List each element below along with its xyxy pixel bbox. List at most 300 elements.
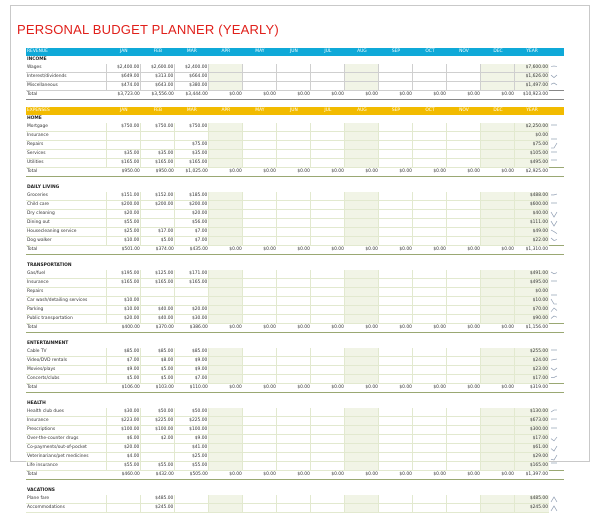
amount-cell[interactable]: $2,400.00 (107, 64, 141, 73)
amount-cell[interactable]: $10.00 (107, 237, 141, 246)
amount-cell[interactable] (277, 288, 311, 297)
amount-cell[interactable] (447, 159, 481, 168)
amount-cell[interactable] (243, 141, 277, 150)
amount-cell[interactable] (447, 228, 481, 237)
amount-cell[interactable]: $195.00 (107, 270, 141, 279)
amount-cell[interactable]: $7.00 (175, 228, 209, 237)
amount-cell[interactable]: $10.00 (107, 297, 141, 306)
amount-cell[interactable] (481, 150, 515, 159)
amount-cell[interactable]: $165.00 (107, 159, 141, 168)
amount-cell[interactable] (209, 192, 243, 201)
amount-cell[interactable] (311, 210, 345, 219)
amount-cell[interactable]: $165.00 (141, 279, 175, 288)
amount-cell[interactable] (481, 237, 515, 246)
amount-cell[interactable] (413, 435, 447, 444)
amount-cell[interactable] (209, 444, 243, 453)
amount-cell[interactable] (413, 150, 447, 159)
amount-cell[interactable]: $85.00 (175, 348, 209, 357)
amount-cell[interactable] (277, 357, 311, 366)
amount-cell[interactable] (243, 306, 277, 315)
amount-cell[interactable] (311, 408, 345, 417)
amount-cell[interactable]: $25.00 (175, 453, 209, 462)
amount-cell[interactable] (277, 306, 311, 315)
amount-cell[interactable] (311, 417, 345, 426)
amount-cell[interactable] (277, 237, 311, 246)
amount-cell[interactable] (311, 495, 345, 504)
amount-cell[interactable] (243, 315, 277, 324)
amount-cell[interactable] (243, 73, 277, 82)
amount-cell[interactable] (243, 150, 277, 159)
amount-cell[interactable] (345, 495, 379, 504)
amount-cell[interactable] (243, 435, 277, 444)
amount-cell[interactable] (243, 192, 277, 201)
amount-cell[interactable] (379, 210, 413, 219)
amount-cell[interactable] (209, 417, 243, 426)
amount-cell[interactable] (413, 357, 447, 366)
amount-cell[interactable] (379, 348, 413, 357)
amount-cell[interactable] (379, 82, 413, 91)
amount-cell[interactable]: $55.00 (141, 462, 175, 471)
amount-cell[interactable] (481, 444, 515, 453)
amount-cell[interactable] (345, 201, 379, 210)
amount-cell[interactable]: $152.00 (141, 192, 175, 201)
amount-cell[interactable] (481, 408, 515, 417)
amount-cell[interactable] (345, 150, 379, 159)
amount-cell[interactable] (311, 64, 345, 73)
amount-cell[interactable] (481, 366, 515, 375)
amount-cell[interactable] (481, 435, 515, 444)
amount-cell[interactable] (243, 123, 277, 132)
amount-cell[interactable] (345, 426, 379, 435)
amount-cell[interactable] (175, 495, 209, 504)
amount-cell[interactable] (209, 150, 243, 159)
amount-cell[interactable]: $5.00 (107, 375, 141, 384)
amount-cell[interactable]: $35.00 (141, 150, 175, 159)
amount-cell[interactable] (243, 228, 277, 237)
amount-cell[interactable] (447, 73, 481, 82)
amount-cell[interactable] (413, 504, 447, 513)
amount-cell[interactable] (413, 306, 447, 315)
amount-cell[interactable] (141, 297, 175, 306)
amount-cell[interactable] (379, 64, 413, 73)
amount-cell[interactable]: $9.00 (107, 366, 141, 375)
amount-cell[interactable] (447, 444, 481, 453)
amount-cell[interactable]: $50.00 (141, 408, 175, 417)
amount-cell[interactable]: $7.00 (175, 237, 209, 246)
amount-cell[interactable]: $30.00 (175, 315, 209, 324)
amount-cell[interactable] (209, 288, 243, 297)
amount-cell[interactable] (209, 306, 243, 315)
amount-cell[interactable]: $664.00 (175, 73, 209, 82)
amount-cell[interactable]: $5.00 (141, 366, 175, 375)
amount-cell[interactable] (379, 417, 413, 426)
amount-cell[interactable] (277, 348, 311, 357)
amount-cell[interactable]: $125.00 (141, 270, 175, 279)
amount-cell[interactable] (379, 426, 413, 435)
amount-cell[interactable] (481, 297, 515, 306)
amount-cell[interactable] (209, 435, 243, 444)
amount-cell[interactable] (277, 141, 311, 150)
amount-cell[interactable] (413, 453, 447, 462)
amount-cell[interactable] (277, 123, 311, 132)
amount-cell[interactable]: $2,400.00 (175, 64, 209, 73)
amount-cell[interactable] (481, 201, 515, 210)
amount-cell[interactable] (413, 279, 447, 288)
amount-cell[interactable] (413, 73, 447, 82)
amount-cell[interactable] (345, 444, 379, 453)
amount-cell[interactable] (209, 462, 243, 471)
amount-cell[interactable] (277, 453, 311, 462)
amount-cell[interactable] (277, 426, 311, 435)
amount-cell[interactable] (379, 462, 413, 471)
amount-cell[interactable] (447, 375, 481, 384)
amount-cell[interactable] (413, 426, 447, 435)
amount-cell[interactable]: $9.00 (175, 357, 209, 366)
amount-cell[interactable] (243, 219, 277, 228)
amount-cell[interactable]: $10.00 (107, 306, 141, 315)
amount-cell[interactable] (413, 288, 447, 297)
amount-cell[interactable] (481, 270, 515, 279)
amount-cell[interactable] (413, 192, 447, 201)
amount-cell[interactable]: $25.00 (107, 228, 141, 237)
amount-cell[interactable] (243, 348, 277, 357)
amount-cell[interactable] (345, 279, 379, 288)
amount-cell[interactable] (447, 132, 481, 141)
amount-cell[interactable] (345, 123, 379, 132)
amount-cell[interactable] (175, 288, 209, 297)
amount-cell[interactable] (311, 348, 345, 357)
amount-cell[interactable] (447, 64, 481, 73)
amount-cell[interactable] (481, 453, 515, 462)
amount-cell[interactable] (481, 504, 515, 513)
amount-cell[interactable]: $200.00 (141, 201, 175, 210)
amount-cell[interactable]: $100.00 (141, 426, 175, 435)
amount-cell[interactable] (107, 132, 141, 141)
amount-cell[interactable]: $100.00 (107, 426, 141, 435)
amount-cell[interactable] (413, 348, 447, 357)
amount-cell[interactable] (243, 375, 277, 384)
amount-cell[interactable]: $7.00 (175, 375, 209, 384)
amount-cell[interactable] (277, 504, 311, 513)
amount-cell[interactable] (243, 426, 277, 435)
amount-cell[interactable] (243, 444, 277, 453)
amount-cell[interactable]: $643.00 (141, 82, 175, 91)
amount-cell[interactable] (481, 315, 515, 324)
amount-cell[interactable] (447, 408, 481, 417)
amount-cell[interactable] (277, 408, 311, 417)
amount-cell[interactable] (345, 288, 379, 297)
amount-cell[interactable] (209, 210, 243, 219)
amount-cell[interactable] (379, 453, 413, 462)
amount-cell[interactable]: $750.00 (141, 123, 175, 132)
amount-cell[interactable]: $20.00 (175, 306, 209, 315)
amount-cell[interactable] (379, 141, 413, 150)
amount-cell[interactable]: $9.00 (175, 366, 209, 375)
amount-cell[interactable] (447, 141, 481, 150)
amount-cell[interactable] (209, 453, 243, 462)
amount-cell[interactable] (141, 210, 175, 219)
amount-cell[interactable] (379, 444, 413, 453)
amount-cell[interactable] (413, 444, 447, 453)
amount-cell[interactable] (311, 315, 345, 324)
amount-cell[interactable] (209, 132, 243, 141)
amount-cell[interactable] (345, 219, 379, 228)
amount-cell[interactable] (107, 288, 141, 297)
amount-cell[interactable] (243, 82, 277, 91)
amount-cell[interactable] (209, 279, 243, 288)
amount-cell[interactable]: $165.00 (175, 279, 209, 288)
amount-cell[interactable] (447, 348, 481, 357)
amount-cell[interactable] (311, 141, 345, 150)
amount-cell[interactable] (345, 192, 379, 201)
amount-cell[interactable]: $2,600.00 (141, 64, 175, 73)
amount-cell[interactable] (345, 306, 379, 315)
amount-cell[interactable] (277, 495, 311, 504)
amount-cell[interactable] (311, 201, 345, 210)
amount-cell[interactable]: $485.00 (141, 495, 175, 504)
amount-cell[interactable] (243, 279, 277, 288)
amount-cell[interactable]: $35.00 (175, 150, 209, 159)
amount-cell[interactable] (345, 210, 379, 219)
amount-cell[interactable] (209, 219, 243, 228)
amount-cell[interactable]: $380.00 (175, 82, 209, 91)
amount-cell[interactable]: $85.00 (141, 348, 175, 357)
amount-cell[interactable] (209, 495, 243, 504)
amount-cell[interactable] (277, 64, 311, 73)
amount-cell[interactable] (379, 288, 413, 297)
amount-cell[interactable] (209, 315, 243, 324)
amount-cell[interactable] (277, 462, 311, 471)
amount-cell[interactable] (379, 270, 413, 279)
amount-cell[interactable] (141, 219, 175, 228)
amount-cell[interactable] (379, 201, 413, 210)
amount-cell[interactable] (413, 417, 447, 426)
amount-cell[interactable] (311, 237, 345, 246)
amount-cell[interactable] (447, 417, 481, 426)
amount-cell[interactable] (311, 453, 345, 462)
amount-cell[interactable] (141, 288, 175, 297)
amount-cell[interactable]: $171.00 (175, 270, 209, 279)
amount-cell[interactable] (209, 366, 243, 375)
amount-cell[interactable] (379, 132, 413, 141)
amount-cell[interactable] (413, 237, 447, 246)
amount-cell[interactable] (107, 495, 141, 504)
amount-cell[interactable] (345, 159, 379, 168)
amount-cell[interactable] (243, 132, 277, 141)
amount-cell[interactable] (311, 159, 345, 168)
amount-cell[interactable] (277, 435, 311, 444)
amount-cell[interactable] (413, 132, 447, 141)
amount-cell[interactable] (243, 64, 277, 73)
amount-cell[interactable] (311, 270, 345, 279)
amount-cell[interactable]: $313.00 (141, 73, 175, 82)
amount-cell[interactable] (447, 306, 481, 315)
amount-cell[interactable]: $20.00 (175, 210, 209, 219)
amount-cell[interactable] (141, 444, 175, 453)
amount-cell[interactable] (379, 435, 413, 444)
amount-cell[interactable] (311, 375, 345, 384)
amount-cell[interactable] (481, 279, 515, 288)
amount-cell[interactable]: $55.00 (107, 219, 141, 228)
amount-cell[interactable] (481, 132, 515, 141)
amount-cell[interactable] (447, 237, 481, 246)
amount-cell[interactable]: $200.00 (107, 201, 141, 210)
amount-cell[interactable] (311, 73, 345, 82)
amount-cell[interactable]: $40.00 (141, 306, 175, 315)
amount-cell[interactable] (447, 315, 481, 324)
amount-cell[interactable] (447, 357, 481, 366)
amount-cell[interactable] (447, 426, 481, 435)
amount-cell[interactable]: $8.00 (141, 357, 175, 366)
amount-cell[interactable] (243, 462, 277, 471)
amount-cell[interactable] (209, 237, 243, 246)
amount-cell[interactable] (345, 132, 379, 141)
amount-cell[interactable] (311, 366, 345, 375)
amount-cell[interactable]: $474.00 (107, 82, 141, 91)
amount-cell[interactable] (379, 315, 413, 324)
amount-cell[interactable] (379, 357, 413, 366)
amount-cell[interactable]: $6.00 (107, 435, 141, 444)
amount-cell[interactable] (379, 228, 413, 237)
amount-cell[interactable] (413, 201, 447, 210)
amount-cell[interactable] (481, 123, 515, 132)
amount-cell[interactable] (447, 82, 481, 91)
amount-cell[interactable] (311, 357, 345, 366)
amount-cell[interactable] (447, 279, 481, 288)
amount-cell[interactable] (107, 141, 141, 150)
amount-cell[interactable] (481, 228, 515, 237)
amount-cell[interactable] (311, 426, 345, 435)
amount-cell[interactable] (413, 462, 447, 471)
amount-cell[interactable] (481, 141, 515, 150)
amount-cell[interactable] (413, 408, 447, 417)
amount-cell[interactable] (447, 366, 481, 375)
amount-cell[interactable] (345, 375, 379, 384)
amount-cell[interactable] (243, 366, 277, 375)
amount-cell[interactable]: $151.00 (107, 192, 141, 201)
amount-cell[interactable] (277, 366, 311, 375)
amount-cell[interactable]: $4.00 (107, 453, 141, 462)
amount-cell[interactable] (345, 141, 379, 150)
amount-cell[interactable] (447, 495, 481, 504)
amount-cell[interactable]: $55.00 (175, 462, 209, 471)
amount-cell[interactable] (413, 297, 447, 306)
amount-cell[interactable] (447, 453, 481, 462)
amount-cell[interactable]: $5.00 (141, 237, 175, 246)
amount-cell[interactable] (209, 375, 243, 384)
amount-cell[interactable] (481, 210, 515, 219)
amount-cell[interactable] (277, 82, 311, 91)
amount-cell[interactable]: $165.00 (175, 159, 209, 168)
amount-cell[interactable] (311, 504, 345, 513)
amount-cell[interactable] (141, 141, 175, 150)
amount-cell[interactable]: $750.00 (107, 123, 141, 132)
amount-cell[interactable]: $85.00 (107, 348, 141, 357)
amount-cell[interactable] (447, 201, 481, 210)
amount-cell[interactable] (311, 462, 345, 471)
amount-cell[interactable] (481, 426, 515, 435)
amount-cell[interactable] (413, 366, 447, 375)
amount-cell[interactable] (175, 132, 209, 141)
amount-cell[interactable] (243, 408, 277, 417)
amount-cell[interactable]: $750.00 (175, 123, 209, 132)
amount-cell[interactable] (243, 237, 277, 246)
amount-cell[interactable] (277, 210, 311, 219)
amount-cell[interactable] (413, 159, 447, 168)
amount-cell[interactable] (311, 444, 345, 453)
amount-cell[interactable] (311, 435, 345, 444)
amount-cell[interactable] (345, 504, 379, 513)
amount-cell[interactable] (345, 462, 379, 471)
amount-cell[interactable]: $17.00 (141, 228, 175, 237)
amount-cell[interactable] (481, 219, 515, 228)
amount-cell[interactable] (413, 495, 447, 504)
amount-cell[interactable] (481, 306, 515, 315)
amount-cell[interactable]: $20.00 (107, 444, 141, 453)
amount-cell[interactable] (277, 201, 311, 210)
amount-cell[interactable]: $40.00 (141, 315, 175, 324)
amount-cell[interactable] (345, 348, 379, 357)
amount-cell[interactable] (345, 417, 379, 426)
amount-cell[interactable] (243, 159, 277, 168)
amount-cell[interactable] (481, 159, 515, 168)
amount-cell[interactable] (447, 462, 481, 471)
amount-cell[interactable] (447, 288, 481, 297)
amount-cell[interactable] (277, 375, 311, 384)
amount-cell[interactable]: $55.00 (107, 462, 141, 471)
amount-cell[interactable] (379, 504, 413, 513)
amount-cell[interactable] (243, 297, 277, 306)
amount-cell[interactable] (413, 219, 447, 228)
amount-cell[interactable] (447, 504, 481, 513)
amount-cell[interactable] (481, 288, 515, 297)
amount-cell[interactable] (277, 444, 311, 453)
amount-cell[interactable] (481, 73, 515, 82)
amount-cell[interactable] (345, 435, 379, 444)
amount-cell[interactable] (345, 228, 379, 237)
amount-cell[interactable] (345, 82, 379, 91)
amount-cell[interactable] (379, 366, 413, 375)
amount-cell[interactable] (345, 237, 379, 246)
amount-cell[interactable] (311, 228, 345, 237)
amount-cell[interactable]: $56.00 (175, 219, 209, 228)
amount-cell[interactable] (379, 159, 413, 168)
amount-cell[interactable] (243, 453, 277, 462)
amount-cell[interactable] (209, 357, 243, 366)
amount-cell[interactable] (277, 279, 311, 288)
amount-cell[interactable] (243, 417, 277, 426)
amount-cell[interactable] (209, 201, 243, 210)
amount-cell[interactable]: $75.00 (175, 141, 209, 150)
amount-cell[interactable] (447, 150, 481, 159)
amount-cell[interactable] (277, 228, 311, 237)
amount-cell[interactable]: $100.00 (175, 426, 209, 435)
amount-cell[interactable]: $223.00 (107, 417, 141, 426)
amount-cell[interactable]: $20.00 (107, 210, 141, 219)
amount-cell[interactable] (277, 132, 311, 141)
amount-cell[interactable] (345, 366, 379, 375)
amount-cell[interactable] (379, 219, 413, 228)
amount-cell[interactable] (277, 315, 311, 324)
amount-cell[interactable] (311, 82, 345, 91)
amount-cell[interactable] (345, 453, 379, 462)
amount-cell[interactable]: $41.00 (175, 444, 209, 453)
amount-cell[interactable] (379, 73, 413, 82)
amount-cell[interactable] (277, 150, 311, 159)
amount-cell[interactable] (413, 375, 447, 384)
amount-cell[interactable] (345, 64, 379, 73)
amount-cell[interactable] (379, 495, 413, 504)
